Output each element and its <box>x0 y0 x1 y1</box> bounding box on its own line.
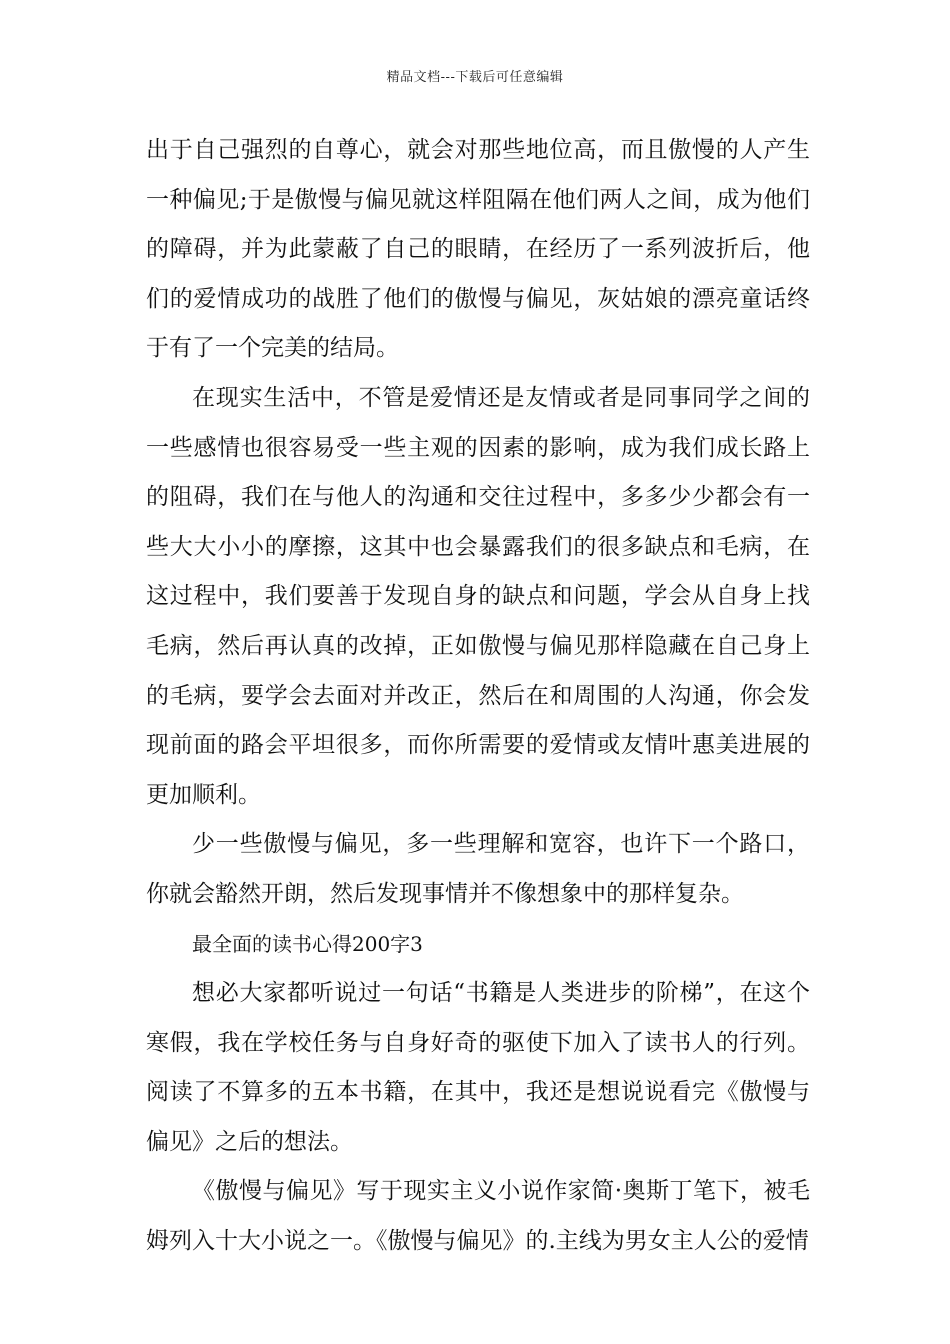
paragraph-4: 想必大家都听说过一句话“书籍是人类进步的阶梯”，在这个寒假，我在学校任务与自身好奇的驱使下加入了读书人的行列。阅读了不算多的五本书籍，在其中，我还是想说说看完《傲慢与偏见》之后的想法。 <box>146 980 810 1155</box>
paragraph-5: 《傲慢与偏见》写于现实主义小说作家简·奥斯丁笔下，被毛姆列入十大小说之一。《傲慢与偏见》的.主线为男女主人公的爱情 <box>146 1178 810 1255</box>
page-header: 精品文档---下载后可任意编辑 <box>386 70 564 85</box>
paragraph-3: 少一些傲慢与偏见，多一些理解和宽容，也许下一个路口，你就会豁然开朗，然后发现事情并不像想象中的那样复杂。 <box>146 831 810 907</box>
section-heading: 最全面的读书心得200字3 <box>192 931 423 956</box>
document-body <box>146 126 810 1267</box>
paragraph-2: 在现实生活中，不管是爱情还是友情或者是同事同学之间的一些感情也很容易受一些主观的因素的影响，成为我们成长路上的阻碍，我们在与他人的沟通和交往过程中，多多少少都会有一些大大小小的摩擦，这其中也会暴露我们的很多缺点和毛病，在这过程中，我们要善于发现自身的缺点和问题，学会从自身上找毛病，然后再认真的改掉，正如傲慢与偏见那样隐藏在自己身上的毛病，要学会去面对并改正，然后在和周围的人沟通，你会发现前面的路会平坦很多，而你所需要的爱情或友情叶惠美进展的更加顺利。 <box>146 384 810 808</box>
paragraph-1: 出于自己强烈的自尊心，就会对那些地位高，而且傲慢的人产生一种偏见;于是傲慢与偏见就这样阻隔在他们两人之间，成为他们的障碍，并为此蒙蔽了自己的眼睛，在经历了一系列波折后，他们的爱情成功的战胜了他们的傲慢与偏见，灰姑娘的漂亮童话终于有了一个完美的结局。 <box>146 137 810 362</box>
